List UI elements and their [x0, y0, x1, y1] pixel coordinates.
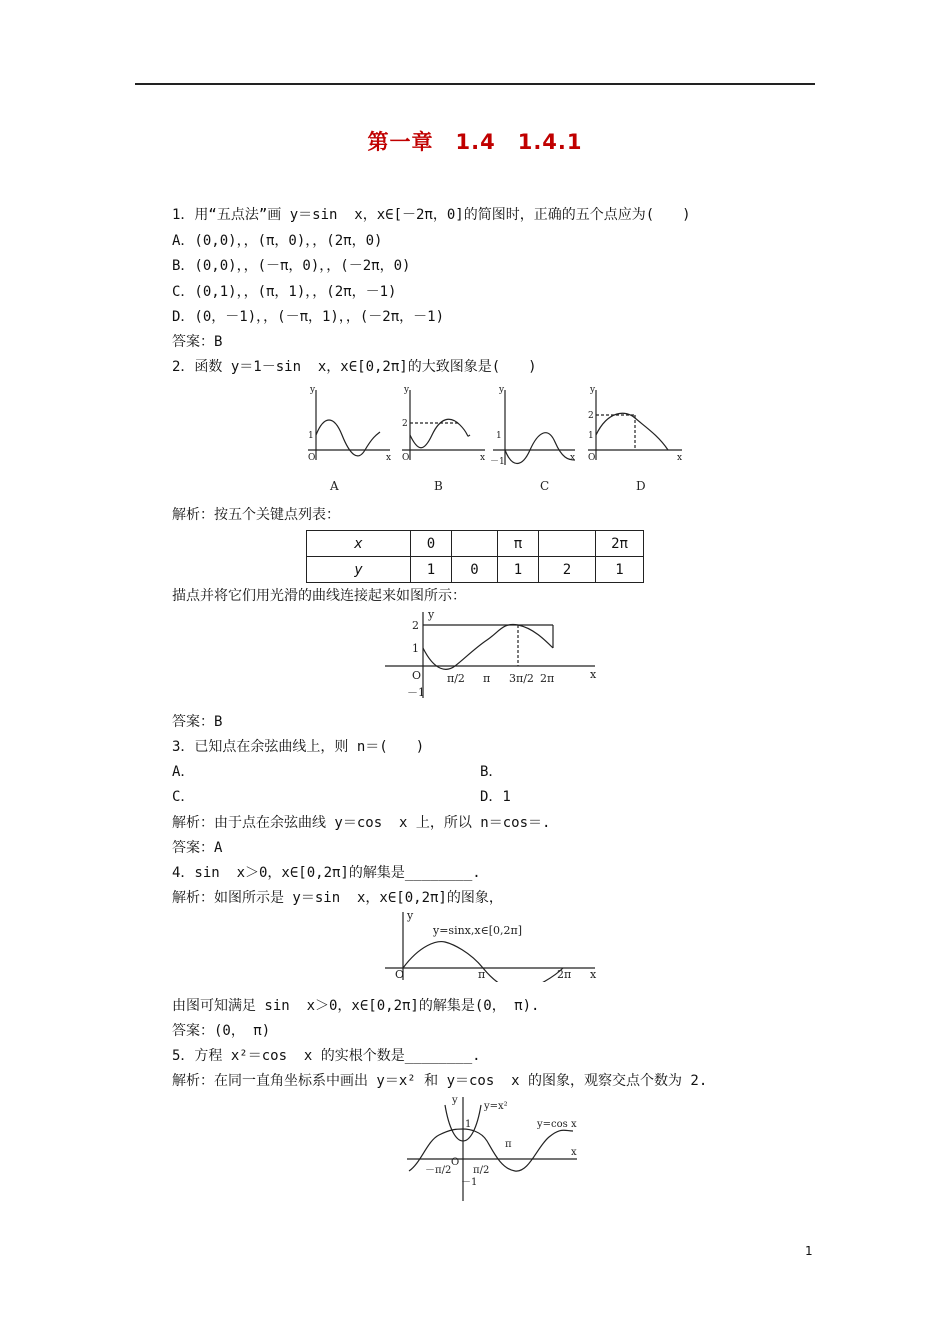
- fig4-origin: O: [395, 968, 405, 981]
- fig2-origin: O: [412, 669, 422, 682]
- graph-b-label: B: [434, 479, 443, 493]
- table-cell: [452, 531, 498, 557]
- fig5-neg-pi2: －π/2: [425, 1165, 452, 1176]
- option-graphs: [290, 380, 690, 500]
- solution-4b: 由图可知满足 sin x＞0，x∈[0,2π]的解集是(0， π).: [172, 998, 540, 1014]
- fig5-one: 1: [465, 1119, 472, 1130]
- option-3a: A．: [172, 764, 195, 780]
- graph-b-two: 2: [402, 419, 408, 429]
- answer-3: 答案：A: [172, 840, 223, 856]
- graph-a-y: y: [310, 385, 316, 395]
- graph-c-x: x: [570, 453, 576, 463]
- graph-a-o: O: [308, 453, 316, 463]
- fig5-axis-y: y: [452, 1095, 458, 1106]
- graph-d-one: 1: [588, 431, 594, 441]
- graph-b-x: x: [480, 453, 486, 463]
- figure-parabola-cos: [405, 1093, 585, 1203]
- table-cell: 2π: [596, 531, 644, 557]
- solution-2b: 描点并将它们用光滑的曲线连接起来如图所示：: [172, 588, 466, 604]
- graph-c-neg1: －1: [490, 457, 505, 467]
- graph-d-label: D: [636, 479, 646, 493]
- fig2-axis-x: x: [590, 668, 597, 681]
- fig2-two: 2: [412, 619, 419, 632]
- fig5-neg1: －1: [461, 1177, 478, 1188]
- graph-a-x: x: [386, 453, 392, 463]
- fig2-3pi2: 3π/2: [509, 672, 534, 685]
- fig2-axis-y: y: [428, 610, 435, 621]
- fig5-pi2: π/2: [473, 1165, 490, 1176]
- solution-2: 解析：按五个关键点列表：: [172, 507, 340, 523]
- answer-2: 答案：B: [172, 714, 223, 730]
- option-1b: B．(0,0)，，(－π，0)，，(－2π，0): [172, 258, 411, 274]
- fig2-pi: π: [483, 672, 491, 685]
- page-title: 第一章 1.4 1.4.1: [367, 130, 583, 154]
- graph-c-label: C: [540, 479, 550, 493]
- fig5-label-parabola: y=x²: [484, 1101, 508, 1112]
- graph-d-o: O: [588, 453, 596, 463]
- fig4-pi: π: [478, 968, 486, 981]
- option-3c: C．: [172, 789, 195, 805]
- graph-b-y: y: [404, 385, 410, 395]
- table-cell: y: [307, 557, 411, 583]
- figure-sinx: [385, 910, 605, 982]
- graph-a-label: A: [330, 479, 339, 493]
- option-3d: D．1: [480, 789, 511, 805]
- answer-1: 答案：B: [172, 334, 223, 350]
- graph-d-x: x: [677, 453, 683, 463]
- option-1a: A．(0,0)，，(π，0)，，(2π，0): [172, 233, 383, 249]
- table-cell: 2: [539, 557, 596, 583]
- table-cell: 1: [411, 557, 452, 583]
- key-points-table: [306, 530, 644, 583]
- fig2-one: 1: [412, 642, 419, 655]
- table-row: [307, 531, 644, 557]
- figure-1-minus-sinx: [385, 610, 610, 700]
- fig2-neg1: －1: [407, 686, 425, 699]
- option-1d: D．(0，－1)，，(－π，1)，，(－2π，－1): [172, 309, 445, 325]
- header-rule: [135, 83, 815, 85]
- graph-a-one: 1: [308, 431, 314, 441]
- graph-d-two: 2: [588, 411, 594, 421]
- question-3: 3．已知点在余弦曲线上，则 n＝( ): [172, 739, 425, 755]
- answer-4: 答案：(0， π): [172, 1023, 271, 1039]
- table-cell: x: [307, 531, 411, 557]
- graph-d-y: y: [590, 385, 596, 395]
- graph-c-one: 1: [496, 431, 502, 441]
- question-2: 2．函数 y＝1－sin x，x∈[0,2π]的大致图象是( ): [172, 359, 537, 375]
- fig5-axis-x: x: [571, 1147, 577, 1158]
- fig5-pi: π: [505, 1139, 512, 1150]
- question-4: 4．sin x＞0，x∈[0,2π]的解集是________.: [172, 865, 481, 881]
- fig4-axis-y: y: [407, 910, 414, 922]
- fig5-origin: O: [451, 1157, 460, 1168]
- question-1: 1．用“五点法”画 y＝sin x，x∈[－2π，0]的简图时，正确的五个点应为( ): [172, 207, 691, 223]
- table-row: [307, 557, 644, 583]
- solution-4: 解析：如图所示是 y＝sin x，x∈[0,2π]的图象，: [172, 890, 503, 906]
- fig2-2pi: 2π: [540, 672, 555, 685]
- graph-c-y: y: [499, 385, 505, 395]
- page-number: 1: [805, 1244, 813, 1258]
- table-cell: 1: [498, 557, 539, 583]
- table-cell: π: [498, 531, 539, 557]
- table-cell: 0: [411, 531, 452, 557]
- option-1c: C．(0,1)，，(π，1)，，(2π，－1): [172, 284, 397, 300]
- fig4-axis-x: x: [590, 968, 597, 981]
- fig5-label-cos: y=cos x: [537, 1119, 577, 1130]
- graph-b-o: O: [402, 453, 410, 463]
- option-3b: B．: [480, 764, 503, 780]
- fig4-curve-label: y=sinx,x∈[0,2π]: [433, 924, 523, 937]
- table-cell: [539, 531, 596, 557]
- fig2-pi2: π/2: [447, 672, 465, 685]
- solution-5: 解析：在同一直角坐标系中画出 y＝x² 和 y＝cos x 的图象，观察交点个数为 2.: [172, 1073, 708, 1089]
- question-5: 5．方程 x²＝cos x 的实根个数是________.: [172, 1048, 481, 1064]
- solution-3: 解析：由于点在余弦曲线 y＝cos x 上，所以 n＝cos＝.: [172, 815, 551, 831]
- table-cell: 1: [596, 557, 644, 583]
- table-cell: 0: [452, 557, 498, 583]
- fig4-2pi: 2π: [557, 968, 572, 981]
